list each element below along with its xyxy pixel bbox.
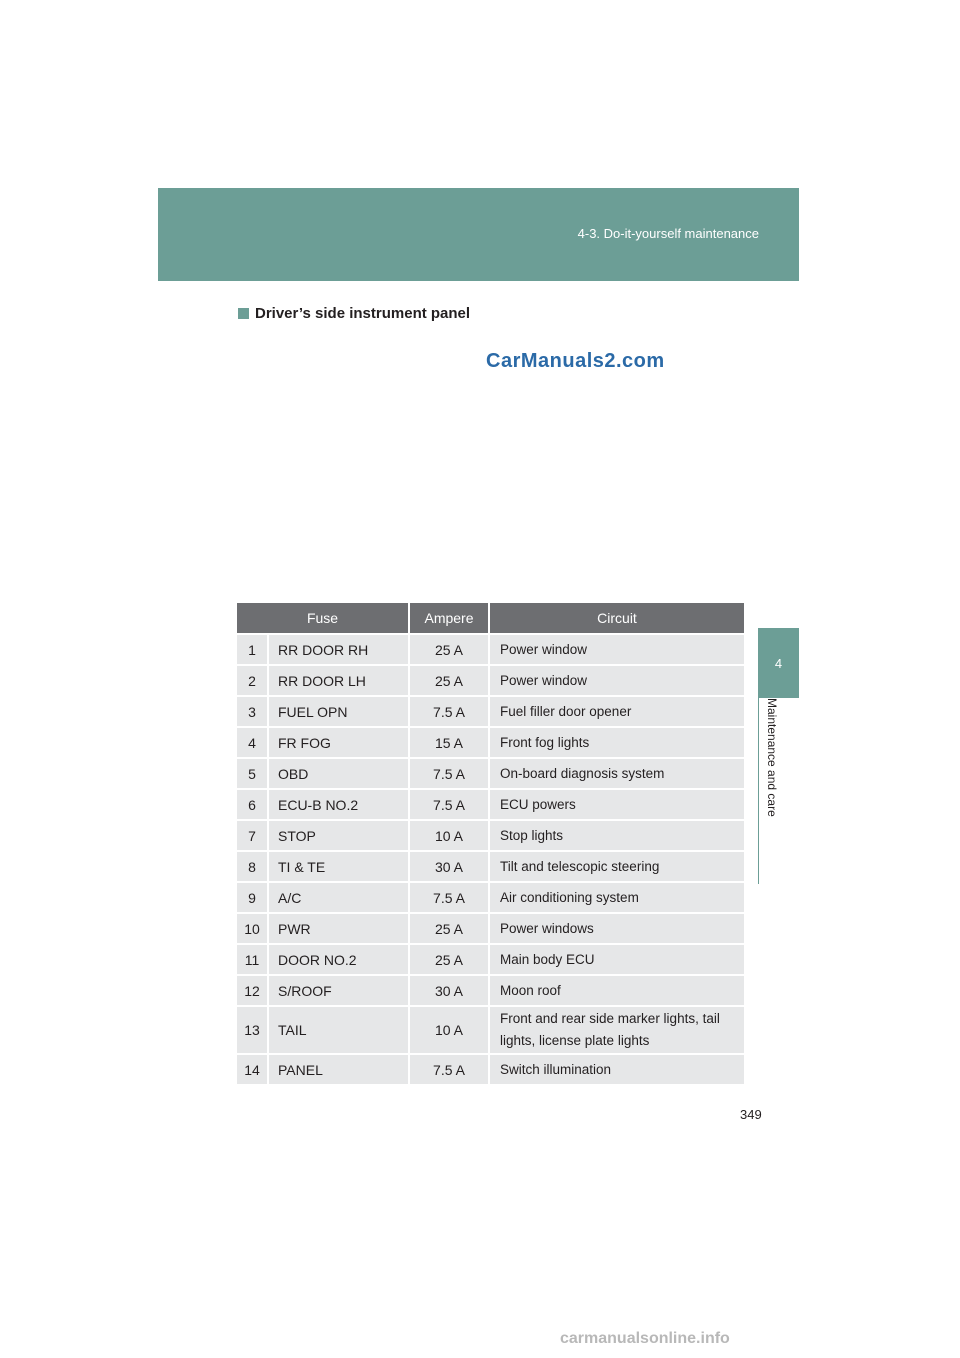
ampere-cell: 30 A: [408, 974, 488, 1005]
fuse-number-cell: 1: [237, 633, 267, 664]
header-band: [158, 188, 799, 281]
square-bullet-icon: [238, 308, 249, 319]
ampere-cell: 7.5 A: [408, 695, 488, 726]
fuse-name-cell: DOOR NO.2: [267, 943, 408, 974]
table-row: [237, 881, 744, 912]
chapter-tab-number: [758, 628, 799, 698]
fuse-name-cell: STOP: [267, 819, 408, 850]
fuse-number-cell: 9: [237, 881, 267, 912]
fuse-name-cell: ECU-B NO.2: [267, 788, 408, 819]
ampere-cell: 25 A: [408, 943, 488, 974]
fuse-name-cell: PANEL: [267, 1053, 408, 1084]
fuse-name-cell: FR FOG: [267, 726, 408, 757]
chapter-label: Maintenance and care: [765, 698, 779, 817]
ampere-cell: 10 A: [408, 819, 488, 850]
circuit-cell: Switch illumination: [488, 1053, 744, 1084]
table-row: [237, 1005, 744, 1053]
chapter-number: 4: [774, 655, 783, 671]
header-ampere: Ampere: [408, 603, 488, 633]
table-header-row: [237, 603, 744, 633]
circuit-cell: Moon roof: [488, 974, 744, 1005]
fuse-name-cell: A/C: [267, 881, 408, 912]
watermark-logo: CarManuals2.com: [486, 350, 665, 372]
circuit-cell: ECU powers: [488, 788, 744, 819]
subheading: [238, 305, 470, 322]
fuse-name-cell: OBD: [267, 757, 408, 788]
fuse-name-cell: RR DOOR RH: [267, 633, 408, 664]
fuse-number-cell: 2: [237, 664, 267, 695]
fuse-number-cell: 5: [237, 757, 267, 788]
fuse-name-cell: TI & TE: [267, 850, 408, 881]
fuse-number-cell: 8: [237, 850, 267, 881]
table-row: [237, 912, 744, 943]
fuse-number-cell: 14: [237, 1053, 267, 1084]
fuse-number-cell: 13: [237, 1005, 267, 1053]
table-row: [237, 695, 744, 726]
fuse-name-cell: S/ROOF: [267, 974, 408, 1005]
table-row: [237, 974, 744, 1005]
fuse-table-body: [237, 633, 744, 1084]
ampere-cell: 7.5 A: [408, 1053, 488, 1084]
circuit-cell: Power window: [488, 664, 744, 695]
ampere-cell: 7.5 A: [408, 757, 488, 788]
table-row: [237, 757, 744, 788]
fuse-number-cell: 10: [237, 912, 267, 943]
table-row: [237, 726, 744, 757]
fuse-number-cell: 11: [237, 943, 267, 974]
circuit-cell: On-board diagnosis system: [488, 757, 744, 788]
fuse-table: [237, 603, 744, 1084]
ampere-cell: 25 A: [408, 664, 488, 695]
circuit-cell: Air conditioning system: [488, 881, 744, 912]
fuse-name-cell: PWR: [267, 912, 408, 943]
table-row: [237, 850, 744, 881]
table-row: [237, 664, 744, 695]
fuse-number-cell: 6: [237, 788, 267, 819]
fuse-number-cell: 3: [237, 695, 267, 726]
circuit-cell: Front fog lights: [488, 726, 744, 757]
fuse-name-cell: RR DOOR LH: [267, 664, 408, 695]
table-row: [237, 1053, 744, 1084]
ampere-cell: 25 A: [408, 633, 488, 664]
circuit-cell: Front and rear side marker lights, tail lights, license plate lights: [488, 1005, 744, 1053]
circuit-cell: Fuel filler door opener: [488, 695, 744, 726]
circuit-cell: Tilt and telescopic steering: [488, 850, 744, 881]
fuse-number-cell: 4: [237, 726, 267, 757]
fuse-name-cell: TAIL: [267, 1005, 408, 1053]
table-row: [237, 819, 744, 850]
fuse-number-cell: 7: [237, 819, 267, 850]
table-row: [237, 788, 744, 819]
fuse-name-cell: FUEL OPN: [267, 695, 408, 726]
ampere-cell: 7.5 A: [408, 788, 488, 819]
header-circuit: Circuit: [488, 603, 744, 633]
circuit-cell: Power window: [488, 633, 744, 664]
table-row: [237, 943, 744, 974]
circuit-cell: Power windows: [488, 912, 744, 943]
watermark-footer: carmanualsonline.info: [560, 1330, 730, 1347]
section-title: 4-3. Do-it-yourself maintenance: [577, 226, 759, 241]
chapter-tab: [758, 698, 800, 884]
fuse-number-cell: 12: [237, 974, 267, 1005]
ampere-cell: 15 A: [408, 726, 488, 757]
table-row: [237, 633, 744, 664]
circuit-cell: Stop lights: [488, 819, 744, 850]
header-fuse: Fuse: [237, 603, 408, 633]
ampere-cell: 25 A: [408, 912, 488, 943]
circuit-cell: Main body ECU: [488, 943, 744, 974]
ampere-cell: 30 A: [408, 850, 488, 881]
ampere-cell: 7.5 A: [408, 881, 488, 912]
subheading-text: Driver’s side instrument panel: [255, 305, 471, 322]
ampere-cell: 10 A: [408, 1005, 488, 1053]
page-number: 349: [740, 1107, 762, 1122]
